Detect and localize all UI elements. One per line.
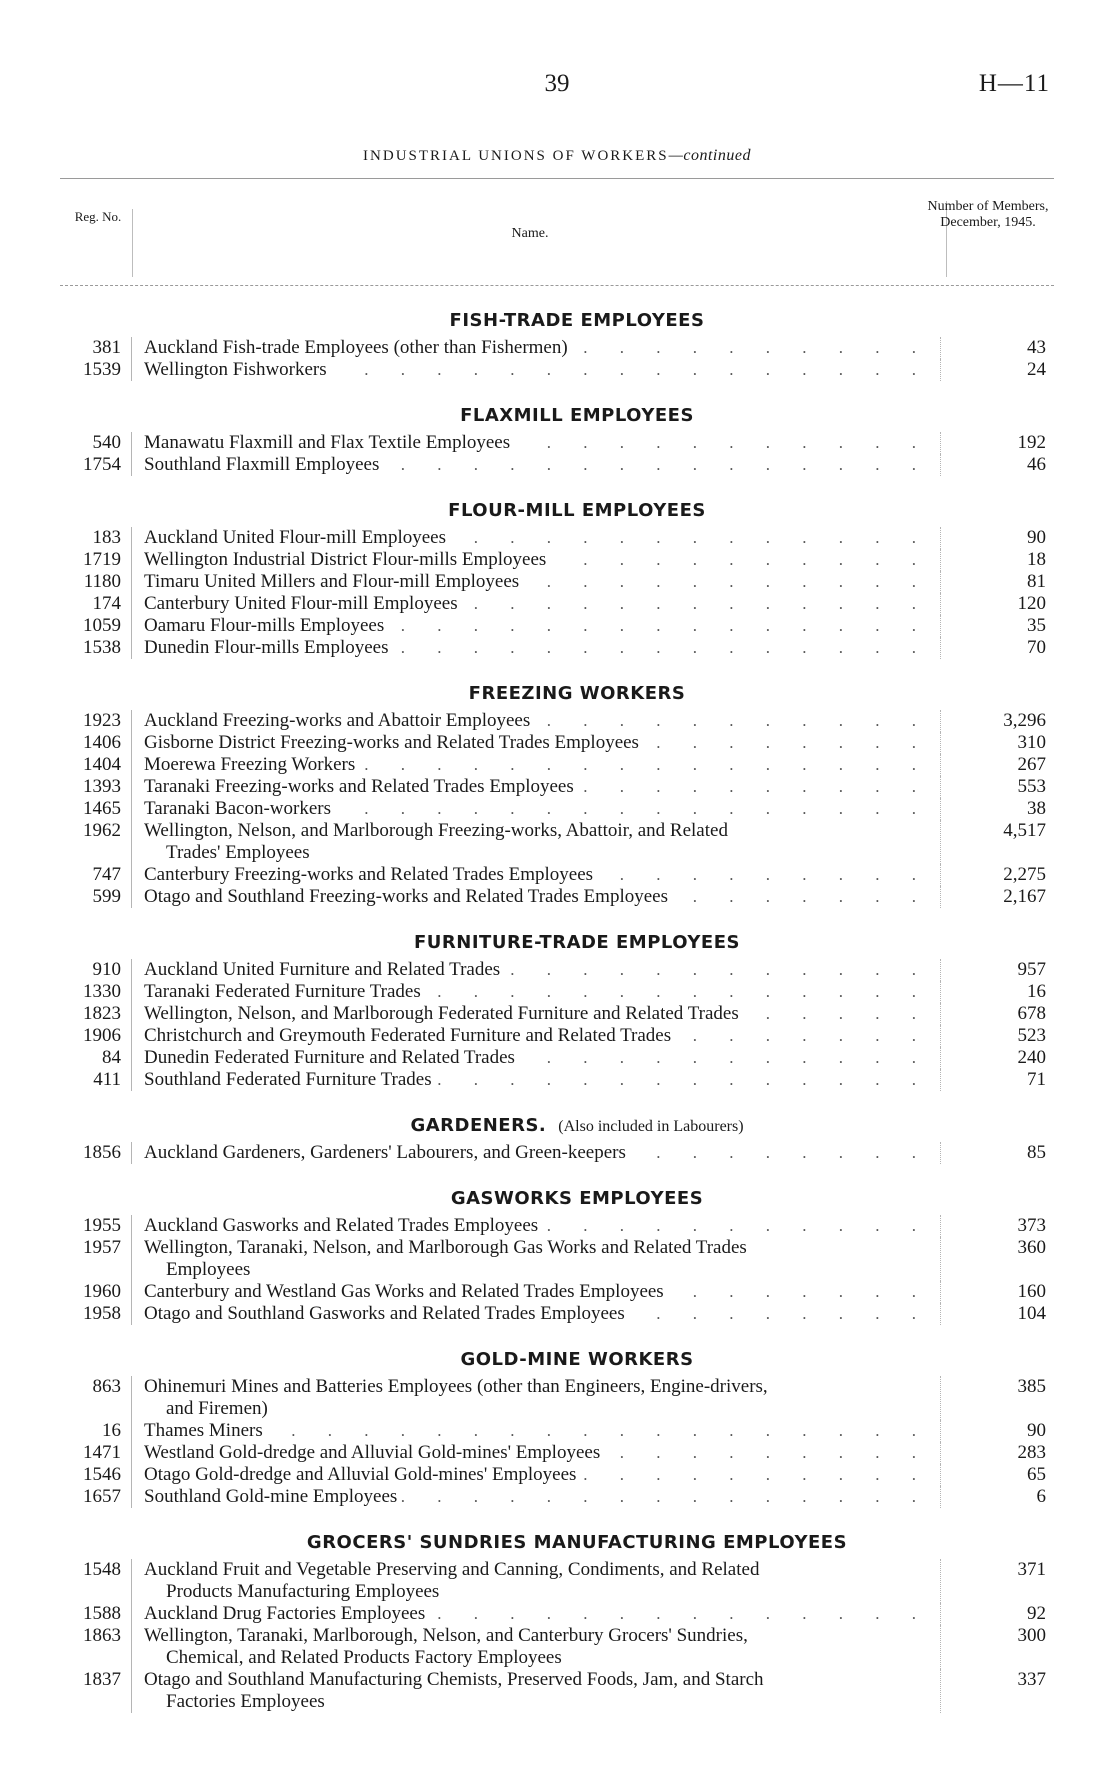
- column-header-reg-no: Reg. No.: [74, 209, 122, 224]
- union-name-cell: [131, 1464, 941, 1486]
- section-title-text: FLOUR-MILL EMPLOYEES: [448, 500, 706, 521]
- member-count: 2,167: [1003, 886, 1046, 907]
- union-name: Southland Flaxmill Employees: [144, 454, 383, 475]
- union-name: Westland Gold-dredge and Alluvial Gold-mines' Employees: [144, 1442, 604, 1463]
- table-row: [60, 1603, 1054, 1625]
- reg-number: 599: [92, 886, 121, 907]
- union-name: Wellington, Nelson, and Marlborough Federated Furniture and Related Trades: [144, 1003, 743, 1024]
- section-title: [60, 500, 1054, 521]
- table-row: [60, 754, 1054, 776]
- union-name: Otago and Southland Freezing-works and Related Trades Employees: [144, 886, 672, 907]
- reg-number: 1393: [83, 776, 121, 797]
- union-name: Thames Miners: [144, 1420, 267, 1441]
- reg-number: 863: [92, 1376, 121, 1397]
- section-note: (Also included in Labourers): [558, 1118, 744, 1135]
- section-title: [60, 1349, 1054, 1370]
- reg-number: 1059: [83, 615, 121, 636]
- reg-number: 1906: [83, 1025, 121, 1046]
- member-count: 337: [1017, 1669, 1046, 1690]
- reg-number: 1406: [83, 732, 121, 753]
- union-name-cell: [131, 1215, 941, 1237]
- member-count: 373: [1017, 1215, 1046, 1236]
- union-name: Manawatu Flaxmill and Flax Textile Employees: [144, 432, 514, 453]
- union-name-cell: [131, 1281, 941, 1303]
- table-row: [60, 454, 1054, 476]
- page-number: 39: [544, 70, 570, 97]
- union-name: Wellington Industrial District Flour-mills Employees: [144, 549, 550, 570]
- member-count: 38: [1027, 798, 1046, 819]
- member-count: 85: [1027, 1142, 1046, 1163]
- reg-number: 1958: [83, 1303, 121, 1324]
- member-count: 18: [1027, 549, 1046, 570]
- union-name-continuation: Products Manufacturing Employees: [166, 1581, 440, 1602]
- section-title-text: FREEZING WORKERS: [468, 683, 686, 704]
- reg-number: 1404: [83, 754, 121, 775]
- table-row: [60, 1303, 1054, 1325]
- table-row: [60, 732, 1054, 754]
- table-row: [60, 864, 1054, 886]
- union-name: Wellington, Nelson, and Marlborough Freezing-works, Abattoir, and Related: [144, 820, 732, 841]
- union-name-cell: [131, 549, 941, 571]
- member-count: 4,517: [1003, 820, 1046, 841]
- member-count: 65: [1027, 1464, 1046, 1485]
- member-count: 310: [1017, 732, 1046, 753]
- reg-number: 1538: [83, 637, 121, 658]
- member-count: 104: [1017, 1303, 1046, 1324]
- table-row: [60, 1376, 1054, 1420]
- table-row: [60, 1625, 1054, 1669]
- reg-number: 1546: [83, 1464, 121, 1485]
- union-name-cell: [131, 1420, 941, 1442]
- union-name-cell: [131, 710, 941, 732]
- reg-number: 1330: [83, 981, 121, 1002]
- union-name-cell: [131, 1625, 941, 1669]
- document-title-text: INDUSTRIAL UNIONS OF WORKERS: [363, 148, 669, 164]
- member-count: 360: [1017, 1237, 1046, 1258]
- union-name-cell: [131, 1003, 941, 1025]
- union-name: Wellington, Taranaki, Nelson, and Marlborough Gas Works and Related Trades: [144, 1237, 751, 1258]
- union-name-cell: [131, 1237, 941, 1281]
- section-title: [60, 310, 1054, 331]
- union-name-cell: [131, 432, 941, 454]
- union-name-cell: [131, 959, 941, 981]
- table-row: [60, 593, 1054, 615]
- table-row: [60, 1281, 1054, 1303]
- union-name-cell: [131, 1047, 941, 1069]
- union-name: Canterbury United Flour-mill Employees: [144, 593, 462, 614]
- union-name-cell: [131, 798, 941, 820]
- member-count: 90: [1027, 1420, 1046, 1441]
- union-name-cell: [131, 1376, 941, 1420]
- union-name-cell: [131, 1486, 941, 1508]
- table-row: [60, 798, 1054, 820]
- member-count: 160: [1017, 1281, 1046, 1302]
- member-count: 81: [1027, 571, 1046, 592]
- union-name-cell: [131, 732, 941, 754]
- reg-number: 1962: [83, 820, 121, 841]
- section-title: [60, 932, 1054, 953]
- union-name: Timaru United Millers and Flour-mill Employees: [144, 571, 523, 592]
- table-row: [60, 615, 1054, 637]
- table-row: [60, 1237, 1054, 1281]
- reg-number: 1471: [83, 1442, 121, 1463]
- reg-number: 183: [92, 527, 121, 548]
- section-title: [60, 1532, 1054, 1553]
- union-name-cell: [131, 637, 941, 659]
- table-row: [60, 1142, 1054, 1164]
- page-code: H—11: [978, 70, 1050, 97]
- table-body: [60, 310, 1054, 1713]
- table-row: [60, 549, 1054, 571]
- reg-number: 1657: [83, 1486, 121, 1507]
- union-name-cell: [131, 820, 941, 864]
- reg-number: 1465: [83, 798, 121, 819]
- member-count: 678: [1017, 1003, 1046, 1024]
- union-name-cell: [131, 1603, 941, 1625]
- union-name-cell: [131, 1559, 941, 1603]
- reg-number: 747: [92, 864, 121, 885]
- union-name: Auckland United Furniture and Related Trades: [144, 959, 504, 980]
- table-row: [60, 1215, 1054, 1237]
- union-name: Dunedin Flour-mills Employees: [144, 637, 393, 658]
- reg-number: 411: [93, 1069, 121, 1090]
- reg-number: 1588: [83, 1603, 121, 1624]
- reg-number: 910: [92, 959, 121, 980]
- union-name: Auckland Fruit and Vegetable Preserving and Canning, Condiments, and Related: [144, 1559, 763, 1580]
- table-row: [60, 1486, 1054, 1508]
- union-name-continuation: Trades' Employees: [166, 842, 310, 863]
- member-count: 46: [1027, 454, 1046, 475]
- reg-number: 16: [102, 1420, 121, 1441]
- reg-number: 1863: [83, 1625, 121, 1646]
- section-title-text: FLAXMILL EMPLOYEES: [460, 405, 694, 426]
- section-title: [60, 1115, 1054, 1136]
- section-title: [60, 405, 1054, 426]
- member-count: 2,275: [1003, 864, 1046, 885]
- reg-number: 1539: [83, 359, 121, 380]
- union-name: Auckland Drug Factories Employees: [144, 1603, 429, 1624]
- union-name-cell: [131, 593, 941, 615]
- table-row: [60, 1669, 1054, 1713]
- union-name-cell: [131, 1669, 941, 1713]
- member-count: 6: [1036, 1486, 1046, 1507]
- column-header-name: Name.: [511, 226, 549, 241]
- union-name-continuation: Factories Employees: [166, 1691, 325, 1712]
- union-name: Otago Gold-dredge and Alluvial Gold-mines' Employees: [144, 1464, 580, 1485]
- member-count: 385: [1017, 1376, 1046, 1397]
- table-row: [60, 886, 1054, 908]
- member-count: 43: [1027, 337, 1046, 358]
- column-header-members: Number of Members, December, 1945.: [927, 199, 1049, 230]
- section-title: [60, 1188, 1054, 1209]
- section-title-text: GASWORKS EMPLOYEES: [450, 1188, 704, 1209]
- member-count: 24: [1027, 359, 1046, 380]
- section-title: [60, 683, 1054, 704]
- union-name-cell: [131, 1142, 941, 1164]
- union-name-cell: [131, 981, 941, 1003]
- union-name: Auckland Gardeners, Gardeners' Labourers, and Green-keepers: [144, 1142, 630, 1163]
- table-row: [60, 776, 1054, 798]
- member-count: 71: [1027, 1069, 1046, 1090]
- table-header: [60, 179, 1054, 286]
- union-name: Canterbury Freezing-works and Related Trades Employees: [144, 864, 597, 885]
- section-title-text: GROCERS' SUNDRIES MANUFACTURING EMPLOYEES: [306, 1532, 848, 1553]
- union-name-cell: [131, 615, 941, 637]
- member-count: 70: [1027, 637, 1046, 658]
- reg-number: 1960: [83, 1281, 121, 1302]
- reg-number: 1856: [83, 1142, 121, 1163]
- member-count: 283: [1017, 1442, 1046, 1463]
- union-name-cell: [131, 1025, 941, 1047]
- table-row: [60, 1559, 1054, 1603]
- reg-number: 1180: [83, 571, 121, 592]
- member-count: 957: [1017, 959, 1046, 980]
- table-row: [60, 1420, 1054, 1442]
- table-row: [60, 981, 1054, 1003]
- member-count: 35: [1027, 615, 1046, 636]
- union-name: Taranaki Federated Furniture Trades: [144, 981, 425, 1002]
- table-row: [60, 1069, 1054, 1091]
- union-name-cell: [131, 1303, 941, 1325]
- table-row: [60, 527, 1054, 549]
- union-name: Wellington Fishworkers: [144, 359, 331, 380]
- reg-number: 1837: [83, 1669, 121, 1690]
- reg-number: 1548: [83, 1559, 121, 1580]
- union-name: Christchurch and Greymouth Federated Furniture and Related Trades: [144, 1025, 675, 1046]
- union-name-cell: [131, 1069, 941, 1091]
- union-name: Taranaki Freezing-works and Related Trades Employees: [144, 776, 578, 797]
- section-title-text: FISH-TRADE EMPLOYEES: [449, 310, 705, 331]
- page-header: [0, 70, 1114, 110]
- union-name-cell: [131, 359, 941, 381]
- table-row: [60, 710, 1054, 732]
- document-title: [0, 147, 1114, 165]
- section-title-text: GOLD-MINE WORKERS: [460, 1349, 694, 1370]
- union-name: Gisborne District Freezing-works and Related Trades Employees: [144, 732, 643, 753]
- member-count: 553: [1017, 776, 1046, 797]
- union-name: Moerewa Freezing Workers: [144, 754, 359, 775]
- table-row: [60, 1003, 1054, 1025]
- table-row: [60, 359, 1054, 381]
- union-name: Ohinemuri Mines and Batteries Employees (other than Engineers, Engine-drivers,: [144, 1376, 772, 1397]
- table-row: [60, 1025, 1054, 1047]
- table-row: [60, 571, 1054, 593]
- reg-number: 381: [92, 337, 121, 358]
- union-name: Otago and Southland Manufacturing Chemists, Preserved Foods, Jam, and Starch: [144, 1669, 768, 1690]
- member-count: 523: [1017, 1025, 1046, 1046]
- reg-number: 1754: [83, 454, 121, 475]
- column-divider: [132, 209, 133, 277]
- union-name: Auckland Freezing-works and Abattoir Employees: [144, 710, 534, 731]
- reg-number: 540: [92, 432, 121, 453]
- member-count: 192: [1017, 432, 1046, 453]
- union-name-continuation: Chemical, and Related Products Factory Employees: [166, 1647, 562, 1668]
- reg-number: 1923: [83, 710, 121, 731]
- union-name: Southland Gold-mine Employees: [144, 1486, 401, 1507]
- member-count: 300: [1017, 1625, 1046, 1646]
- union-name-cell: [131, 454, 941, 476]
- table-row: [60, 637, 1054, 659]
- union-name: Auckland Fish-trade Employees (other than Fishermen): [144, 337, 572, 358]
- union-name: Dunedin Federated Furniture and Related Trades: [144, 1047, 519, 1068]
- table-row: [60, 820, 1054, 864]
- section-title-text: FURNITURE-TRADE EMPLOYEES: [414, 932, 740, 953]
- union-name: Taranaki Bacon-workers: [144, 798, 335, 819]
- unions-table: [60, 178, 1054, 1713]
- union-name: Otago and Southland Gasworks and Related Trades Employees: [144, 1303, 629, 1324]
- reg-number: 84: [102, 1047, 121, 1068]
- member-count: 371: [1017, 1559, 1046, 1580]
- member-count: 90: [1027, 527, 1046, 548]
- union-name-continuation: Employees: [166, 1259, 251, 1280]
- reg-number: 1719: [83, 549, 121, 570]
- table-row: [60, 337, 1054, 359]
- union-name-cell: [131, 886, 941, 908]
- table-row: [60, 1047, 1054, 1069]
- table-row: [60, 1442, 1054, 1464]
- union-name-cell: [131, 864, 941, 886]
- table-row: [60, 432, 1054, 454]
- union-name: Auckland Gasworks and Related Trades Employees: [144, 1215, 542, 1236]
- union-name-cell: [131, 337, 941, 359]
- member-count: 92: [1027, 1603, 1046, 1624]
- union-name-cell: [131, 776, 941, 798]
- member-count: 16: [1027, 981, 1046, 1002]
- member-count: 120: [1017, 593, 1046, 614]
- table-row: [60, 1464, 1054, 1486]
- union-name: Canterbury and Westland Gas Works and Related Trades Employees: [144, 1281, 668, 1302]
- union-name-continuation: and Firemen): [166, 1398, 268, 1419]
- union-name-cell: [131, 1442, 941, 1464]
- member-count: 3,296: [1003, 710, 1046, 731]
- union-name: Auckland United Flour-mill Employees: [144, 527, 450, 548]
- union-name: Southland Federated Furniture Trades: [144, 1069, 436, 1090]
- document-title-suffix: —continued: [668, 147, 751, 164]
- table-row: [60, 959, 1054, 981]
- section-title-text: GARDENERS.: [410, 1115, 547, 1136]
- union-name-cell: [131, 754, 941, 776]
- member-count: 240: [1017, 1047, 1046, 1068]
- union-name: Oamaru Flour-mills Employees: [144, 615, 388, 636]
- union-name: Wellington, Taranaki, Marlborough, Nelson, and Canterbury Grocers' Sundries,: [144, 1625, 752, 1646]
- member-count: 267: [1017, 754, 1046, 775]
- reg-number: 1957: [83, 1237, 121, 1258]
- union-name-cell: [131, 527, 941, 549]
- reg-number: 174: [92, 593, 121, 614]
- union-name-cell: [131, 571, 941, 593]
- reg-number: 1955: [83, 1215, 121, 1236]
- reg-number: 1823: [83, 1003, 121, 1024]
